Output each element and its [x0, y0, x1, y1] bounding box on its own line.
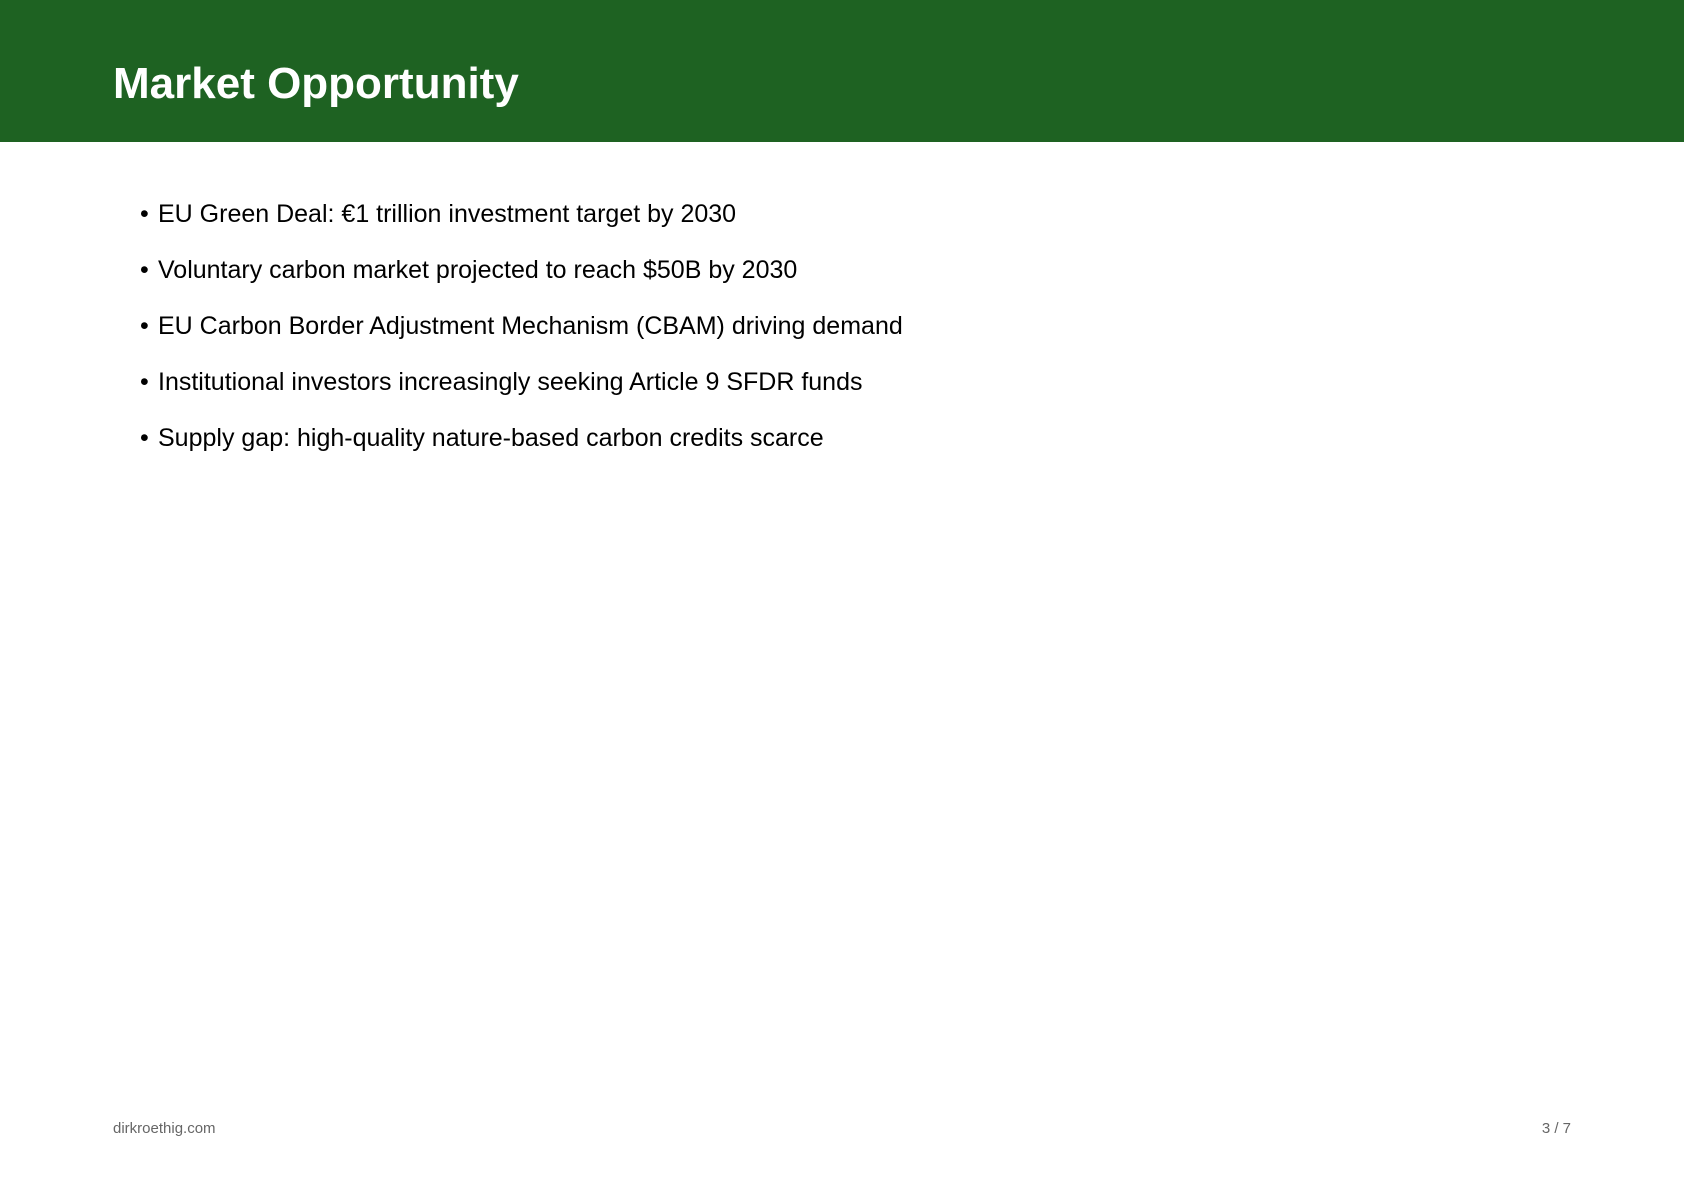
bullet-item	[140, 368, 903, 424]
bullet-dot: •	[140, 424, 149, 452]
bullet-item	[140, 256, 903, 312]
bullet-dot: •	[140, 256, 149, 284]
bullet-dot: •	[140, 200, 149, 228]
bullet-item	[140, 200, 903, 256]
header-band	[0, 0, 1684, 142]
bullet-text: EU Carbon Border Adjustment Mechanism (CBAM) driving demand	[158, 312, 903, 340]
footer-site-link[interactable]: dirkroethig.com	[113, 1120, 216, 1137]
bullet-text: Supply gap: high-quality nature-based carbon credits scarce	[158, 424, 824, 452]
bullet-text: Voluntary carbon market projected to reach $50B by 2030	[158, 256, 798, 284]
page-indicator: 3 / 7	[1541, 1120, 1571, 1137]
bullet-item	[140, 424, 903, 480]
bullet-dot: •	[140, 368, 149, 396]
bullet-text: EU Green Deal: €1 trillion investment target by 2030	[158, 200, 737, 228]
bullet-item	[140, 312, 903, 368]
bullet-list	[140, 200, 903, 480]
slide-title: Market Opportunity	[113, 59, 519, 108]
bullet-dot: •	[140, 312, 149, 340]
bullet-text: Institutional investors increasingly seeking Article 9 SFDR funds	[158, 368, 863, 396]
